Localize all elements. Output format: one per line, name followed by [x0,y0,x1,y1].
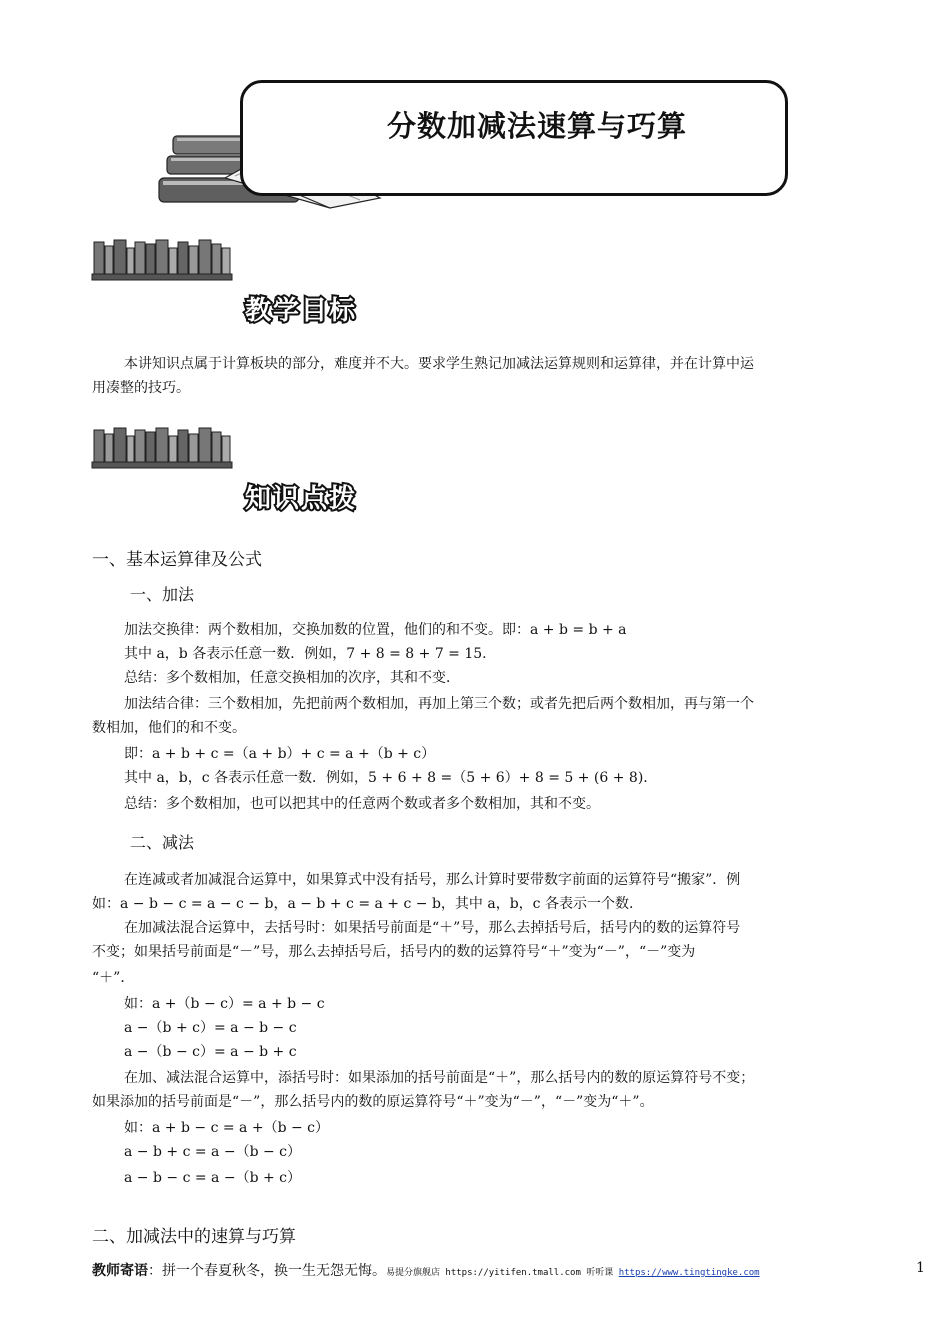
subtraction-heading: 二、减法 [130,833,195,852]
subtraction-line: 如果添加的括号前面是“－”，那么括号内的数的原运算符号“＋”变为“－”，“－”变为“＋”。 [92,1094,654,1110]
addition-line: 其中 a，b 各表示任意一数．例如，7 + 8 = 8 + 7 = 15. [124,646,487,662]
subtraction-line: a − b − c = a −（b + c） [124,1170,302,1186]
addition-line: 数相加，他们的和不变。 [92,720,246,736]
footer-shop: 易提分旗舰店 https://yitifen.tmall.com 听听课 [386,1268,619,1278]
part2-heading: 二、加减法中的速算与巧算 [92,1227,296,1247]
subtraction-line: “＋”． [92,970,135,986]
subtraction-line: 在加减法混合运算中，去括号时：如果括号前面是“＋”号，那么去掉括号后，括号内的数的运算符号 [124,920,741,936]
addition-line: 其中 a，b，c 各表示任意一数．例如，5 + 6 + 8 =（5 + 6）+ 8 = 5 + (6 + 8). [124,770,648,786]
subtraction-line: 在连减或者加减混合运算中，如果算式中没有括号，那么计算时要带数字前面的运算符号“搬家”．例 [124,872,741,888]
footer-label: 教师寄语 [92,1263,148,1279]
subtraction-line: a −（b − c）= a − b + c [124,1044,297,1060]
addition-line: 即：a + b + c =（a + b）+ c = a +（b + c） [124,746,436,762]
section-heading-goal: 教学目标 [245,296,358,326]
section-heading-knowledge: 知识点拨 [245,484,358,514]
subtraction-line: a − b + c = a −（b − c） [124,1144,302,1160]
addition-line: 总结：多个数相加，任意交换相加的次序，其和不变． [124,670,460,686]
footer-motto: ：拼一个春夏秋冬，换一生无怨无悔。 [148,1263,386,1279]
subtraction-line: 如：a + b − c = a +（b − c） [124,1120,330,1136]
footer [92,1260,760,1280]
addition-line: 加法交换律：两个数相加，交换加数的位置，他们的和不变。即：a + b = b + a [124,622,627,638]
addition-heading: 一、加法 [130,585,195,604]
footer-link[interactable]: https://www.tingtingke.com [618,1268,760,1278]
intro-line: 本讲知识点属于计算板块的部分，难度并不大。要求学生熟记加减法运算规则和运算律，并在计算中运 [124,356,754,372]
intro-line: 用凑整的技巧。 [92,380,190,396]
part1-heading: 一、基本运算律及公式 [92,550,262,570]
subtraction-line: 在加、减法混合运算中，添括号时：如果添加的括号前面是“＋”，那么括号内的数的原运算符号不变； [124,1070,755,1086]
addition-line: 加法结合律：三个数相加，先把前两个数相加，再加上第三个数；或者先把后两个数相加，再与第一个 [124,696,754,712]
subtraction-line: 不变；如果括号前面是“－”号，那么去掉括号后，括号内的数的运算符号“＋”变为“－”，“－”变为 [92,944,696,960]
page-number: 1 [916,1260,925,1276]
subtraction-line: 如：a +（b − c）= a + b − c [124,996,325,1012]
subtraction-line: a −（b + c）= a − b − c [124,1020,297,1036]
bookshelf-icon [90,424,235,470]
page-title: 分数加减法速算与巧算 [386,109,687,143]
bookshelf-icon [90,236,235,282]
subtraction-line: 如：a − b − c = a − c − b，a − b + c = a + c − b，其中 a，b，c 各表示一个数. [92,896,634,912]
addition-line: 总结：多个数相加，也可以把其中的任意两个数或者多个数相加，其和不变。 [124,796,600,812]
